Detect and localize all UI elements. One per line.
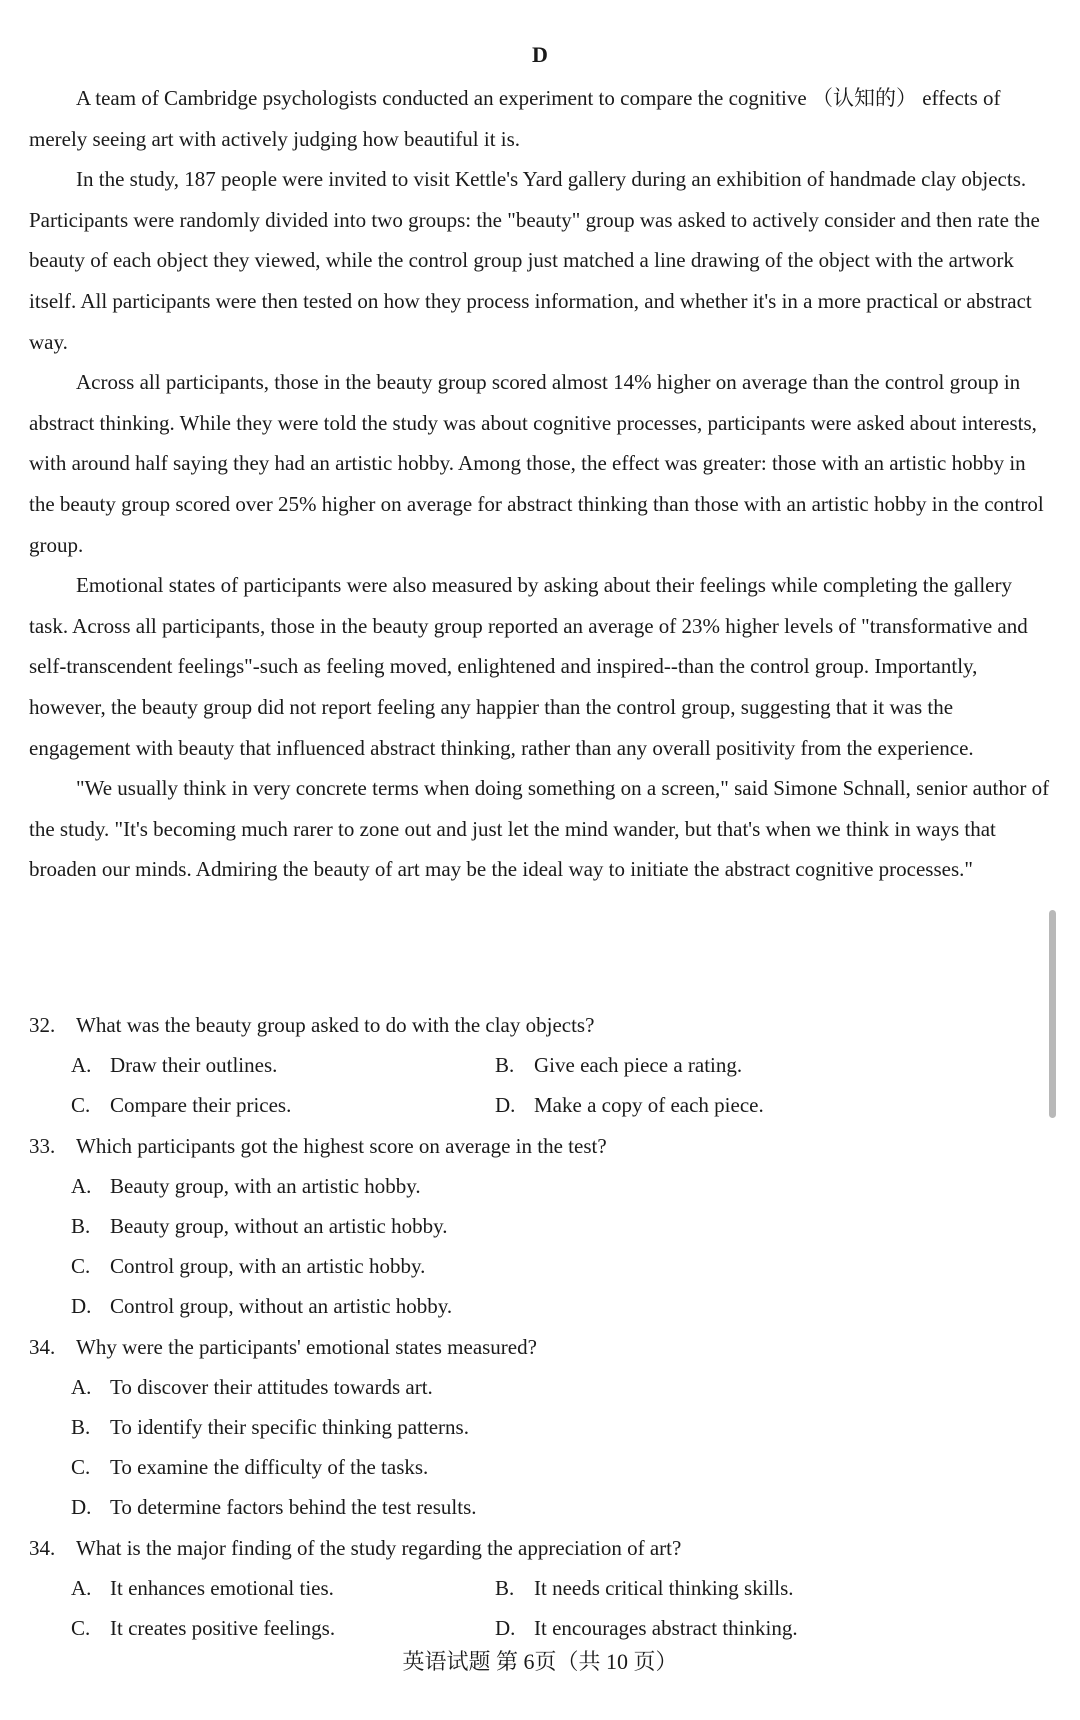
question-number: 34. — [29, 1334, 56, 1359]
option-a — [71, 1045, 495, 1085]
option-letter: A. — [71, 1374, 92, 1399]
option-text: Beauty group, with an artistic hobby. — [110, 1173, 421, 1198]
passage-paragraph: Across all participants, those in the beauty group scored almost 14% higher on average than the control group in abstract thinking. While they were told the study was about cognitive processes, participants were asked about interests, with around half saying they had an artistic hobby. Among those, the effect was greater: those with an artistic hobby in the beauty group scored over 25% higher on average for abstract thinking than those with an artistic hobby in the control group. — [29, 370, 1044, 557]
option-letter: C. — [71, 1616, 91, 1641]
question — [29, 1528, 1053, 1649]
question-list — [29, 1005, 1053, 1648]
option-text: Control group, without an artistic hobby. — [110, 1294, 453, 1319]
option-d — [71, 1286, 1053, 1326]
option-text: Draw their outlines. — [110, 1053, 278, 1078]
question-number: 34. — [29, 1535, 56, 1560]
option-c — [71, 1085, 495, 1125]
question-number: 33. — [29, 1133, 56, 1158]
option-list — [29, 1045, 1053, 1125]
option-list — [29, 1568, 1053, 1648]
option-list — [29, 1367, 1053, 1528]
passage-paragraph: Emotional states of participants were also measured by asking about their feelings while completing the gallery task. Across all participants, those in the beauty group reported an average of 23% higher levels of "transformative and self-transcendent feelings"-such as feeling moved, enlightened and inspired--than the control group. Importantly, however, the beauty group did not report feeling any happier than the control group, suggesting that it was the engagement with beauty that influenced abstract thinking, rather than any overall positivity from the experience. — [29, 573, 1028, 760]
option-letter: B. — [71, 1214, 91, 1239]
option-text: Make a copy of each piece. — [534, 1093, 764, 1118]
section-title: D — [532, 42, 548, 67]
option-text: It encourages abstract thinking. — [534, 1616, 798, 1641]
question-stem — [29, 1528, 1053, 1568]
question — [29, 1005, 1053, 1126]
question-stem — [29, 1126, 1053, 1166]
option-c — [71, 1246, 1053, 1286]
question — [29, 1126, 1053, 1327]
option-text: To identify their specific thinking patterns. — [110, 1415, 469, 1440]
option-text: Give each piece a rating. — [534, 1053, 743, 1078]
option-a — [71, 1568, 495, 1608]
option-b — [71, 1206, 1053, 1246]
option-b — [495, 1568, 895, 1608]
option-a — [71, 1367, 1053, 1407]
scrollbar-thumb[interactable] — [1049, 910, 1056, 1118]
passage-paragraph: In the study, 187 people were invited to visit Kettle's Yard gallery during an exhibition of handmade clay objects. Participants were randomly divided into two groups: the "beauty" group was asked to actively consider and then rate the beauty of each object they viewed, while the control group just matched a line drawing of the object with the artwork itself. All participants were then tested on how they process information, and whether it's in a more practical or abstract way. — [29, 167, 1040, 354]
question — [29, 1327, 1053, 1528]
option-text: It enhances emotional ties. — [110, 1575, 334, 1600]
option-letter: C. — [71, 1254, 91, 1279]
option-letter: A. — [71, 1053, 92, 1078]
option-d — [495, 1608, 895, 1648]
option-c — [71, 1608, 495, 1648]
option-c — [71, 1447, 1053, 1487]
option-letter: B. — [495, 1575, 515, 1600]
question-number: 32. — [29, 1013, 56, 1037]
question-text: Which participants got the highest score on average in the test? — [76, 1133, 607, 1158]
passage-paragraph: A team of Cambridge psychologists conducted an experiment to compare the cognitive （认知的） effects of merely seeing art with actively judging how beautiful it is. — [29, 86, 1001, 151]
option-text: To examine the difficulty of the tasks. — [110, 1455, 429, 1480]
question-stem — [29, 1005, 1053, 1045]
option-a — [71, 1166, 1053, 1206]
option-letter: D. — [495, 1616, 516, 1641]
option-d — [495, 1085, 895, 1125]
option-letter: B. — [71, 1415, 91, 1440]
option-text: It creates positive feelings. — [110, 1616, 336, 1641]
option-b — [71, 1407, 1053, 1447]
option-text: To determine factors behind the test results. — [110, 1495, 477, 1520]
option-letter: C. — [71, 1093, 91, 1118]
option-letter: C. — [71, 1455, 91, 1480]
passage-paragraph: "We usually think in very concrete terms when doing something on a screen," said Simone Schnall, senior author of the study. "It's becoming much rarer to zone out and just let the mind wander, but that's when we think in ways that broaden our minds. Admiring the beauty of art may be the ideal way to initiate the abstract cognitive processes." — [29, 776, 1050, 882]
option-text: To discover their attitudes towards art. — [110, 1374, 433, 1399]
question-stem — [29, 1327, 1053, 1367]
option-text: Beauty group, without an artistic hobby. — [110, 1214, 448, 1239]
option-text: It needs critical thinking skills. — [534, 1575, 794, 1600]
option-b — [495, 1045, 895, 1085]
option-letter: D. — [71, 1495, 92, 1520]
option-letter: D. — [495, 1093, 516, 1118]
question-text: What is the major finding of the study regarding the appreciation of art? — [76, 1535, 682, 1560]
option-text: Compare their prices. — [110, 1093, 292, 1118]
option-letter: A. — [71, 1575, 92, 1600]
option-letter: A. — [71, 1173, 92, 1198]
option-letter: D. — [71, 1294, 92, 1319]
option-text: Control group, with an artistic hobby. — [110, 1254, 426, 1279]
reading-passage — [29, 78, 1053, 890]
question-text: Why were the participants' emotional states measured? — [76, 1334, 537, 1359]
option-list — [29, 1166, 1053, 1327]
option-letter: B. — [495, 1053, 515, 1078]
page-footer: 英语试题 第 6页（共 10 页） — [402, 1649, 678, 1674]
question-text: What was the beauty group asked to do with the clay objects? — [76, 1013, 595, 1037]
option-d — [71, 1487, 1053, 1527]
